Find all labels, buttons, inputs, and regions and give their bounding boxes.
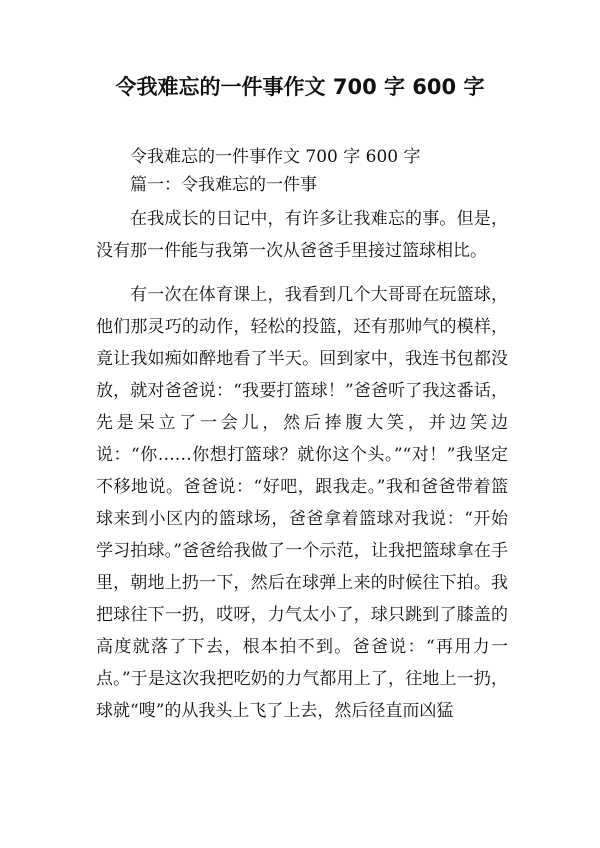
paragraph-2: 有一次在体育课上，我看到几个大哥哥在玩篮球，他们那灵巧的动作，轻松的投篮，还有那帅气的模样，竟让我如痴如醉地看了半天。回到家中，我连书包都没放，就对爸爸说：“我要打篮球！”爸爸听了我这番话，先是呆立了一会儿，然后捧腹大笑，并边笑边说：“你……你想打篮球？就你这个头。”“对！”我坚定不移地说。爸爸说：“好吧，跟我走。”我和爸爸带着篮球来到小区内的篮球场，爸爸拿着篮球对我说：“开始学习拍球。”爸爸给我做了一个示范，让我把篮球拿在手里，朝地上扔一下，然后在球弹上来的时候往下拍。我把球往下一扔，哎呀，力气太小了，球只跳到了膝盖的高度就落了下去，根本拍不到。爸爸说：“再用力一点。”于是这次我把吃奶的力气都用上了，往地上一扔，球就“嗖”的从我头上飞了上去，然后径直而凶猛 bbox=[96, 285, 508, 721]
paragraph-1: 在我成长的日记中，有许多让我难忘的事。但是，没有那一件能与我第一次从爸爸手里接过篮球相比。 bbox=[96, 209, 508, 261]
document-title: 令我难忘的一件事作文 700 字 600 字 bbox=[115, 75, 485, 99]
document-subtitle: 令我难忘的一件事作文 700 字 600 字 bbox=[130, 147, 421, 167]
document-body bbox=[96, 143, 508, 727]
section-heading: 篇一：令我难忘的一件事 bbox=[130, 175, 317, 195]
